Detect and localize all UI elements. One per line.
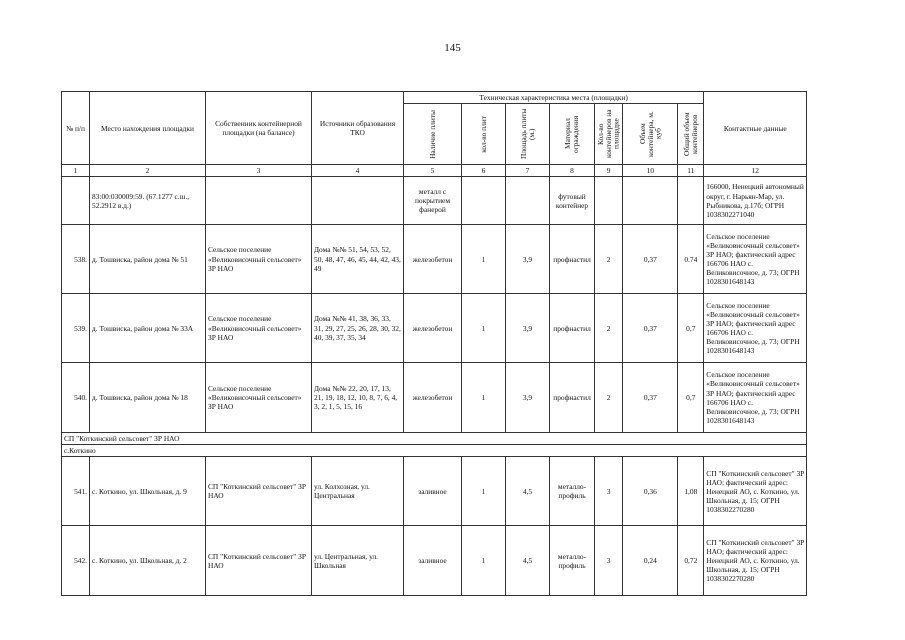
continuation-row xyxy=(62,177,807,225)
header-plate-count: кол-во плит xyxy=(462,104,506,165)
cell-container-count: 2 xyxy=(595,363,623,433)
cell-container-count: 2 xyxy=(595,225,623,294)
table-body xyxy=(62,165,807,596)
column-number: 7 xyxy=(506,165,550,177)
cell-total-volume: 0.74 xyxy=(678,225,704,294)
cell-num: 541. xyxy=(62,457,90,526)
cell-fence-material: профнастил xyxy=(550,363,595,433)
header-plate: Наличие плиты xyxy=(404,104,462,165)
cell-plate-area: 4,5 xyxy=(506,457,550,526)
header-location: Место нахождения площадки xyxy=(90,92,206,165)
column-number: 6 xyxy=(462,165,506,177)
cell-container-count: 3 xyxy=(595,526,623,596)
cell-location: с. Коткино, ул. Школьная, д. 9 xyxy=(90,457,206,526)
cell-contacts: Сельское поселение «Великовисочный сельсовет» ЗР НАО; фактический адрес 166706 НАО с. Великовисочное, д. 73; ОГРН 1028301648143 xyxy=(704,225,807,294)
cell-fence-material: профнастил xyxy=(550,294,595,363)
table-row xyxy=(62,526,807,596)
table-row xyxy=(62,457,807,526)
header-container-count: Кол-во контейнеров на площадке xyxy=(595,104,623,165)
cell-container-volume: 0,37 xyxy=(623,363,678,433)
cell-location: с. Коткино, ул. Школьная, д. 2 xyxy=(90,526,206,596)
cell-container-volume: 0,24 xyxy=(623,526,678,596)
cell-location: д. Тошвиска, район дома № 51 xyxy=(90,225,206,294)
cell-container-volume: 0,36 xyxy=(623,457,678,526)
header-contacts: Контактные данные xyxy=(704,92,807,165)
cell-owner: Сельское поселение «Великовисочный сельсовет» ЗР НАО xyxy=(206,294,312,363)
cell-plate-area: 3,9 xyxy=(506,363,550,433)
cell-total-volume: 1,08 xyxy=(678,457,704,526)
cell-container-count: 2 xyxy=(595,294,623,363)
cell-fence-material: металло-профиль xyxy=(550,526,595,596)
section-row xyxy=(62,433,807,445)
cell-owner: СП "Коткинский сельсовет" ЗР НАО xyxy=(206,457,312,526)
cell-plate: заливное xyxy=(404,457,462,526)
header-owner: Собственник контейнерной площадки (на балансе) xyxy=(206,92,312,165)
header-tech: Техническая характеристика места (площадки) xyxy=(404,92,704,104)
table-row xyxy=(62,294,807,363)
cell-plate: заливное xyxy=(404,526,462,596)
header-num: № п/п xyxy=(62,92,90,165)
cell-num: 539. xyxy=(62,294,90,363)
cell-total-volume: 0,7 xyxy=(678,363,704,433)
cell-sources: Дома №№ 41, 38, 36, 33, 31, 29, 27, 25, 26, 28, 30, 32, 40, 39, 37, 35, 34 xyxy=(312,294,404,363)
cell-plate: металл с покрытием фанерой xyxy=(404,177,462,225)
column-number: 10 xyxy=(623,165,678,177)
cell-num: 538. xyxy=(62,225,90,294)
cell-sources: Дома №№ 22, 20, 17, 13, 21, 19, 18, 12, 10, 8, 7, 6, 4, 3, 2, 1, 5, 15, 16 xyxy=(312,363,404,433)
column-number: 5 xyxy=(404,165,462,177)
cell-plate-area: 3,9 xyxy=(506,294,550,363)
column-number: 1 xyxy=(62,165,90,177)
cell-location: д. Тошвиска, район дома № 33А xyxy=(90,294,206,363)
column-number: 3 xyxy=(206,165,312,177)
table-row xyxy=(62,363,807,433)
column-number: 11 xyxy=(678,165,704,177)
header-total-volume: Общий объем контейнеров xyxy=(678,104,704,165)
cell-owner: Сельское поселение «Великовисочный сельсовет» ЗР НАО xyxy=(206,363,312,433)
cell-fence-material: футовый контейнер xyxy=(550,177,595,225)
cell-container-count: 3 xyxy=(595,457,623,526)
cell-plate-count: 1 xyxy=(462,294,506,363)
cell-owner: СП "Коткинский сельсовет" ЗР НАО xyxy=(206,526,312,596)
cell-plate: железобетон xyxy=(404,363,462,433)
table-row xyxy=(62,225,807,294)
cell-contacts: 166000, Ненецкий автономный округ, г. Нарьян-Мар, ул. Рыбникова, д.17б; ОГРН 1038302271040 xyxy=(704,177,807,225)
cell-plate-count: 1 xyxy=(462,526,506,596)
cell-location: 83:00:030009:59. (67.1277 с.ш., 52.2912 в.д.) xyxy=(90,177,206,225)
cell-fence-material: металло-профиль xyxy=(550,457,595,526)
column-number: 4 xyxy=(312,165,404,177)
cell-total-volume: 0,7 xyxy=(678,294,704,363)
column-number: 12 xyxy=(704,165,807,177)
cell-contacts: СП "Коткинский сельсовет" ЗР НАО; фактический адрес: Ненецкий АО, с. Коткино, ул. Школьная, д. 15; ОГРН 1038302270280 xyxy=(704,457,807,526)
cell-location: д. Тошвиска, район дома № 18 xyxy=(90,363,206,433)
section-title: СП "Коткинский сельсовет" ЗР НАО xyxy=(62,433,807,445)
column-number: 9 xyxy=(595,165,623,177)
cell-container-volume: 0,37 xyxy=(623,294,678,363)
header-sources: Источники образования ТКО xyxy=(312,92,404,165)
header-plate-area: Площадь плиты (м.) xyxy=(506,104,550,165)
column-numbers-row xyxy=(62,165,807,177)
cell-sources: Дома №№ 51, 54, 53, 52, 50, 48, 47, 46, 45, 44, 42, 43, 49 xyxy=(312,225,404,294)
cell-contacts: Сельское поселение «Великовисочный сельсовет» ЗР НАО; фактический адрес 166706 НАО с. Великовисочное, д. 73; ОГРН 1028301648143 xyxy=(704,294,807,363)
cell-contacts: СП "Коткинский сельсовет" ЗР НАО; фактический адрес: Ненецкий АО, с. Коткино, ул. Школьная, д. 15; ОГРН 1038302270280 xyxy=(704,526,807,596)
subsection-row xyxy=(62,445,807,457)
table-header xyxy=(62,92,807,165)
page-number: 145 xyxy=(444,42,461,54)
cell-num: 540. xyxy=(62,363,90,433)
cell-plate-count: 1 xyxy=(462,457,506,526)
cell-plate-area: 3,9 xyxy=(506,225,550,294)
header-fence-material: Материал ограждения xyxy=(550,104,595,165)
header-container-volume: Объем контейнера, м. куб xyxy=(623,104,678,165)
cell-num: 542. xyxy=(62,526,90,596)
cell-plate-area: 4,5 xyxy=(506,526,550,596)
cell-plate: железобетон xyxy=(404,294,462,363)
cell-container-volume: 0,37 xyxy=(623,225,678,294)
cell-contacts: Сельское поселение «Великовисочный сельсовет» ЗР НАО; фактический адрес 166706 НАО с. Великовисочное, д. 73; ОГРН 1028301648143 xyxy=(704,363,807,433)
cell-fence-material: профнастил xyxy=(550,225,595,294)
cell-sources: ул. Центральная, ул. Школьная xyxy=(312,526,404,596)
cell-plate-count: 1 xyxy=(462,363,506,433)
waste-sites-table xyxy=(61,91,807,596)
column-number: 8 xyxy=(550,165,595,177)
cell-plate-count: 1 xyxy=(462,225,506,294)
cell-total-volume: 0,72 xyxy=(678,526,704,596)
cell-sources: ул. Колхозная, ул. Центральная xyxy=(312,457,404,526)
subsection-title: с.Коткино xyxy=(62,445,807,457)
cell-plate: железобетон xyxy=(404,225,462,294)
column-number: 2 xyxy=(90,165,206,177)
cell-owner: Сельское поселение «Великовисочный сельсовет» ЗР НАО xyxy=(206,225,312,294)
